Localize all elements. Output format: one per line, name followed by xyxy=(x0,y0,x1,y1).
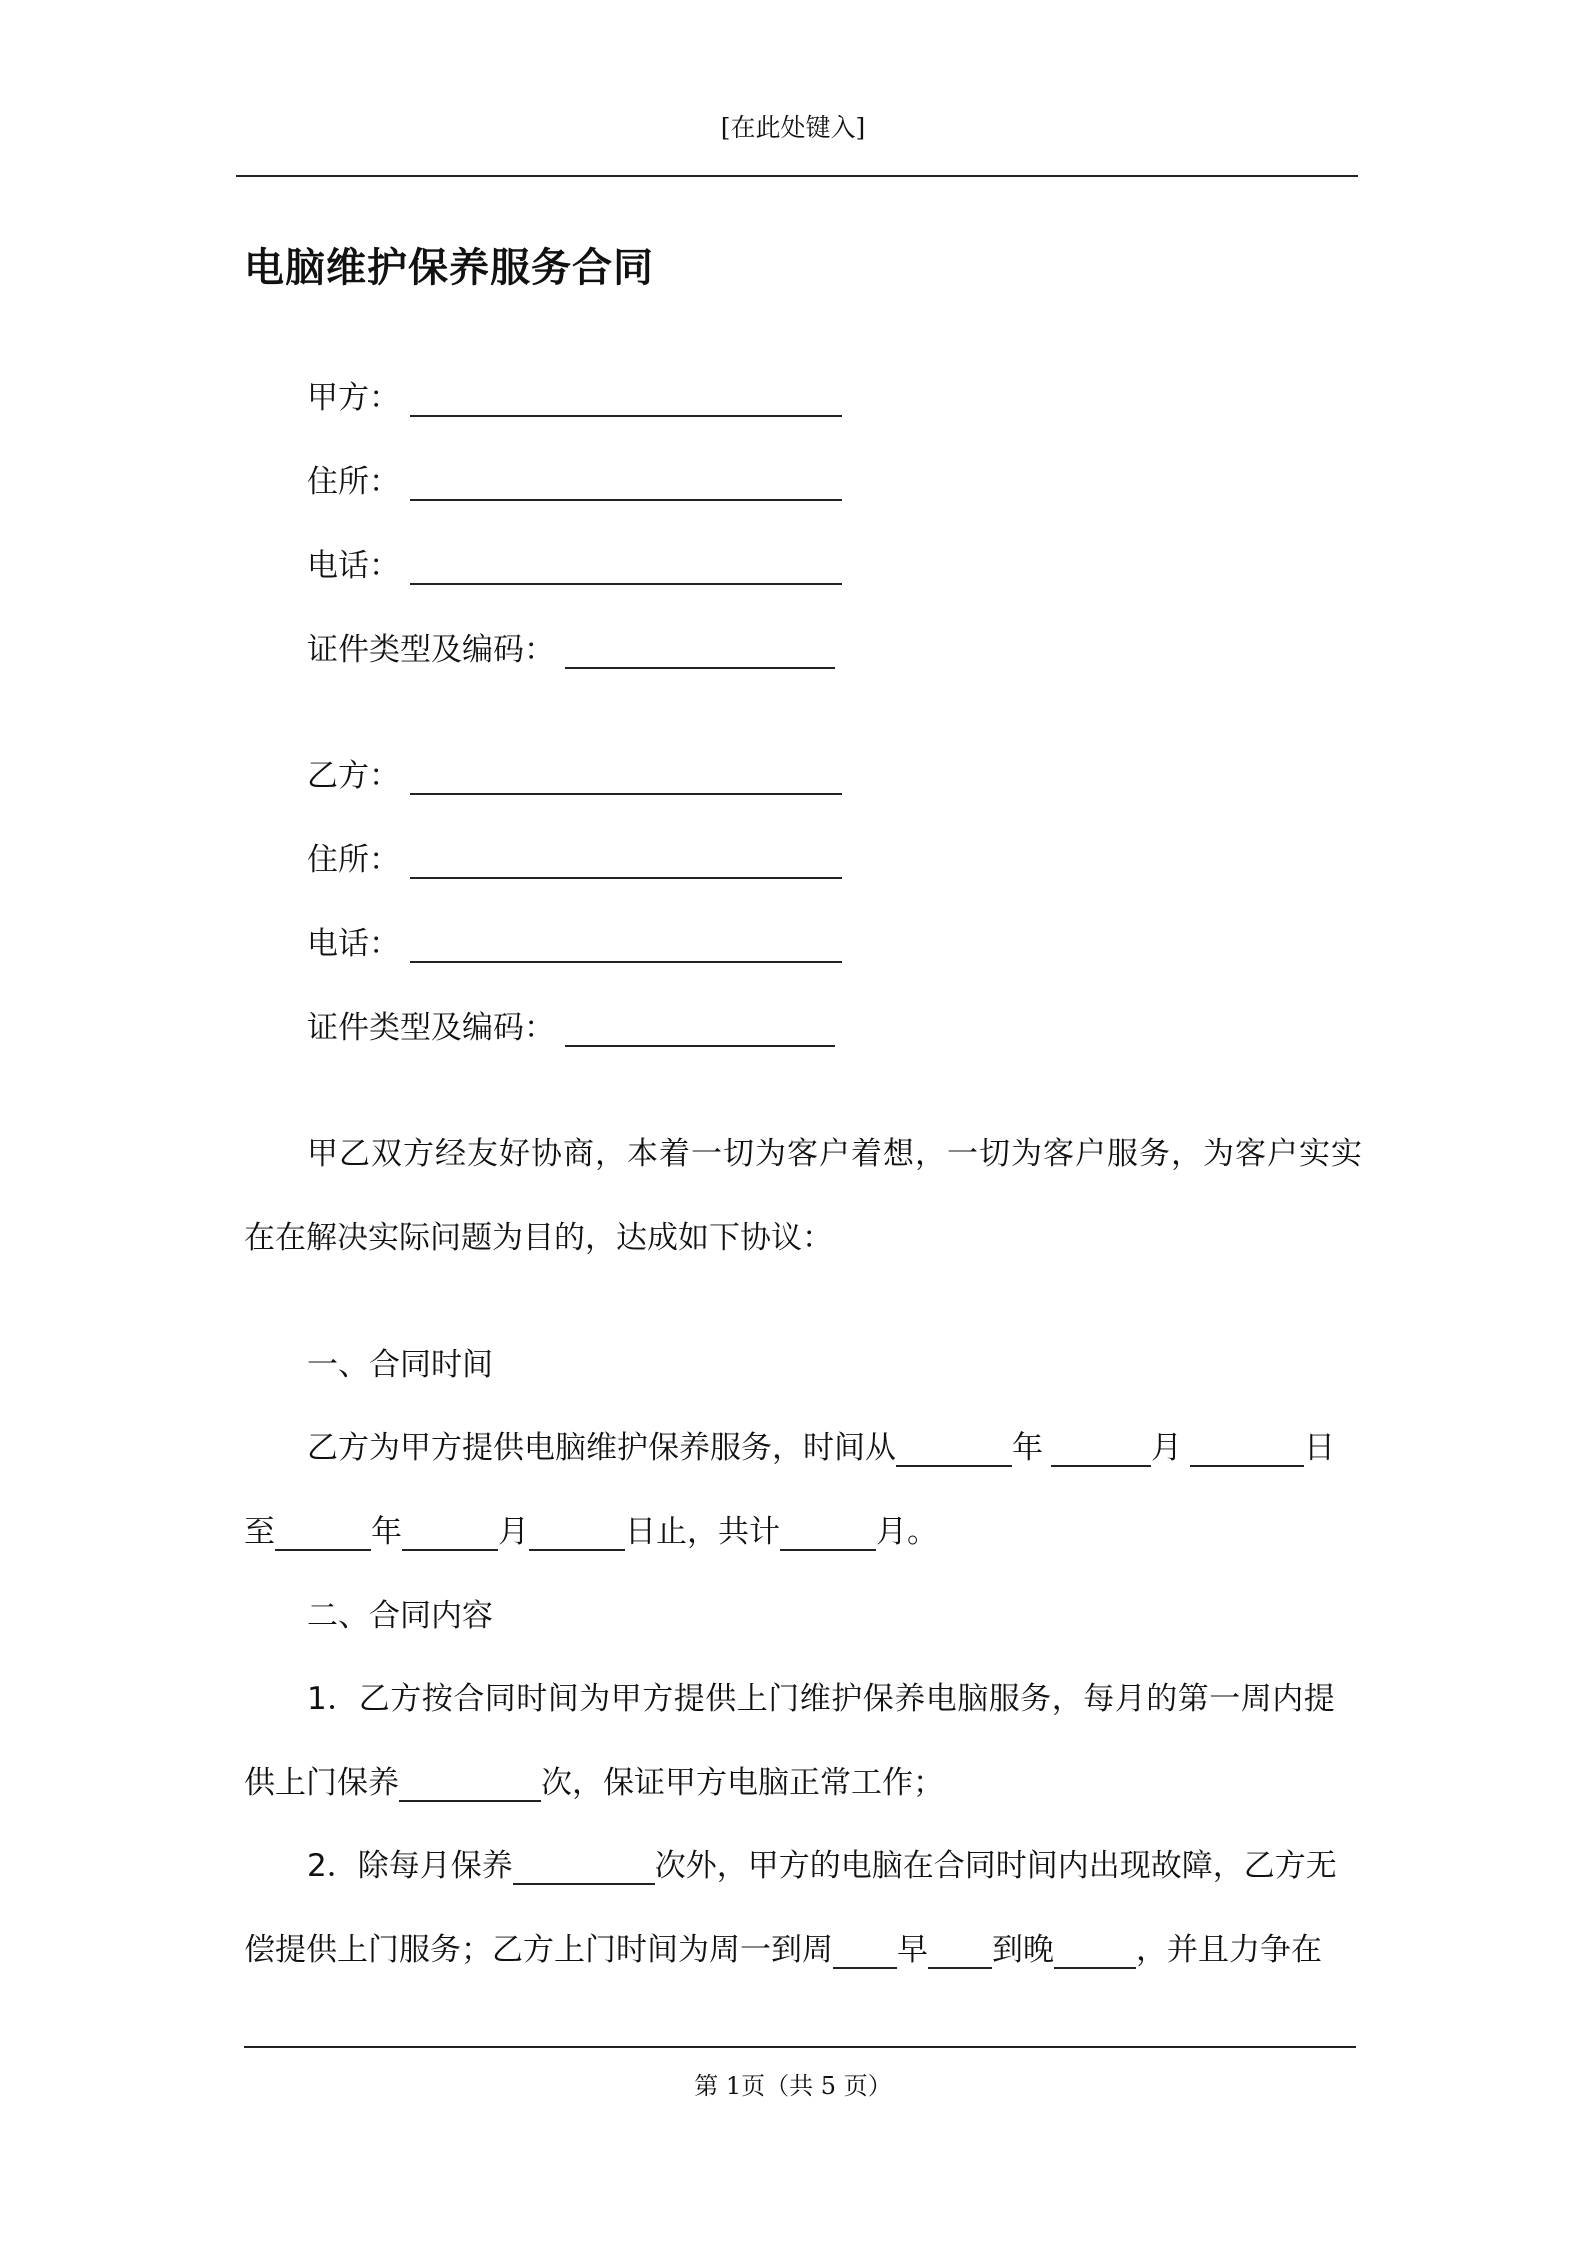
footer-divider xyxy=(244,2046,1356,2048)
party-a-name-field xyxy=(307,372,842,417)
party-a-name-label: 甲方： xyxy=(307,380,400,416)
section-2-heading: 二、合同内容 xyxy=(307,1598,493,1634)
party-a-id-field xyxy=(307,624,835,669)
maintenance-count-blank[interactable] xyxy=(513,1855,655,1885)
intro-line-2: 在在解决实际问题为目的，达成如下协议： xyxy=(244,1220,833,1256)
start-year-blank[interactable] xyxy=(896,1437,1012,1467)
party-a-address-blank[interactable] xyxy=(410,469,842,501)
document-title: 电脑维护保养服务合同 xyxy=(244,245,654,291)
party-b-id-label: 证件类型及编码： xyxy=(307,1010,555,1046)
monthly-visits-blank[interactable] xyxy=(399,1772,541,1802)
page-header: [在此处键入] xyxy=(720,113,866,142)
start-day-blank[interactable] xyxy=(1190,1437,1304,1467)
page-number: 第 1页（共 5 页） xyxy=(694,2072,892,2100)
maintenance-count-tail: 次外，甲方的电脑在合同时间内出现故障，乙方无 xyxy=(654,1848,1337,1884)
party-b-phone-label: 电话： xyxy=(307,926,400,962)
total-months-label: 月。 xyxy=(876,1514,938,1550)
intro-line-1: 甲乙双方经友好协商，本着一切为客户着想，一切为客户服务，为客户实实 xyxy=(307,1136,1363,1172)
item-1-line-1: 1．乙方按合同时间为甲方提供上门维护保养电脑服务，每月的第一周内提 xyxy=(307,1681,1336,1717)
end-date-intro: 至 xyxy=(244,1514,275,1550)
start-hour-blank[interactable] xyxy=(928,1939,992,1969)
maintenance-count-intro: 2．除每月保养 xyxy=(307,1848,513,1884)
party-b-address-label: 住所： xyxy=(307,842,400,878)
end-year-label: 年 xyxy=(371,1514,402,1550)
party-a-id-label: 证件类型及编码： xyxy=(307,632,555,668)
end-day-label: 日止，共计 xyxy=(625,1514,780,1550)
party-a-phone-label: 电话： xyxy=(307,548,400,584)
end-month-label: 月 xyxy=(498,1514,529,1550)
party-b-name-blank[interactable] xyxy=(410,763,842,795)
party-b-address-blank[interactable] xyxy=(410,847,842,879)
total-months-blank[interactable] xyxy=(780,1521,876,1551)
start-day-label: 日 xyxy=(1304,1430,1335,1466)
party-b-name-label: 乙方： xyxy=(307,758,400,794)
start-month-blank[interactable] xyxy=(1051,1437,1151,1467)
party-a-phone-field xyxy=(307,540,842,585)
visit-count-tail: 次，保证甲方电脑正常工作； xyxy=(541,1765,944,1801)
section-1-line-2 xyxy=(244,1506,938,1551)
section-1-heading: 一、合同时间 xyxy=(307,1347,493,1383)
party-b-address-field xyxy=(307,834,842,879)
end-month-blank[interactable] xyxy=(402,1521,498,1551)
party-a-id-blank[interactable] xyxy=(565,637,835,669)
party-b-id-blank[interactable] xyxy=(565,1015,835,1047)
party-b-phone-field xyxy=(307,918,842,963)
start-month-label: 月 xyxy=(1151,1430,1182,1466)
service-hours-tail: ，并且力争在 xyxy=(1136,1932,1322,1968)
party-a-name-blank[interactable] xyxy=(410,385,842,417)
end-year-blank[interactable] xyxy=(275,1521,371,1551)
visit-count-intro: 供上门保养 xyxy=(244,1765,399,1801)
item-2-line-2 xyxy=(244,1924,1322,1969)
party-a-address-label: 住所： xyxy=(307,464,400,500)
end-hour-blank[interactable] xyxy=(1054,1939,1136,1969)
section-1-line-1 xyxy=(307,1422,1335,1467)
party-b-phone-blank[interactable] xyxy=(410,931,842,963)
evening-label: 到晚 xyxy=(992,1932,1054,1968)
item-2-line-1 xyxy=(307,1840,1337,1885)
party-a-address-field xyxy=(307,456,842,501)
party-b-name-field xyxy=(307,750,842,795)
weekday-end-blank[interactable] xyxy=(833,1939,897,1969)
party-b-id-field xyxy=(307,1002,835,1047)
contract-period-intro: 乙方为甲方提供电脑维护保养服务，时间从 xyxy=(307,1430,896,1466)
end-day-blank[interactable] xyxy=(529,1521,625,1551)
party-a-phone-blank[interactable] xyxy=(410,553,842,585)
service-hours-intro: 偿提供上门服务；乙方上门时间为周一到周 xyxy=(244,1932,833,1968)
item-1-line-2 xyxy=(244,1757,944,1802)
morning-label: 早 xyxy=(897,1932,928,1968)
header-divider xyxy=(236,175,1358,177)
start-year-label: 年 xyxy=(1012,1430,1043,1466)
